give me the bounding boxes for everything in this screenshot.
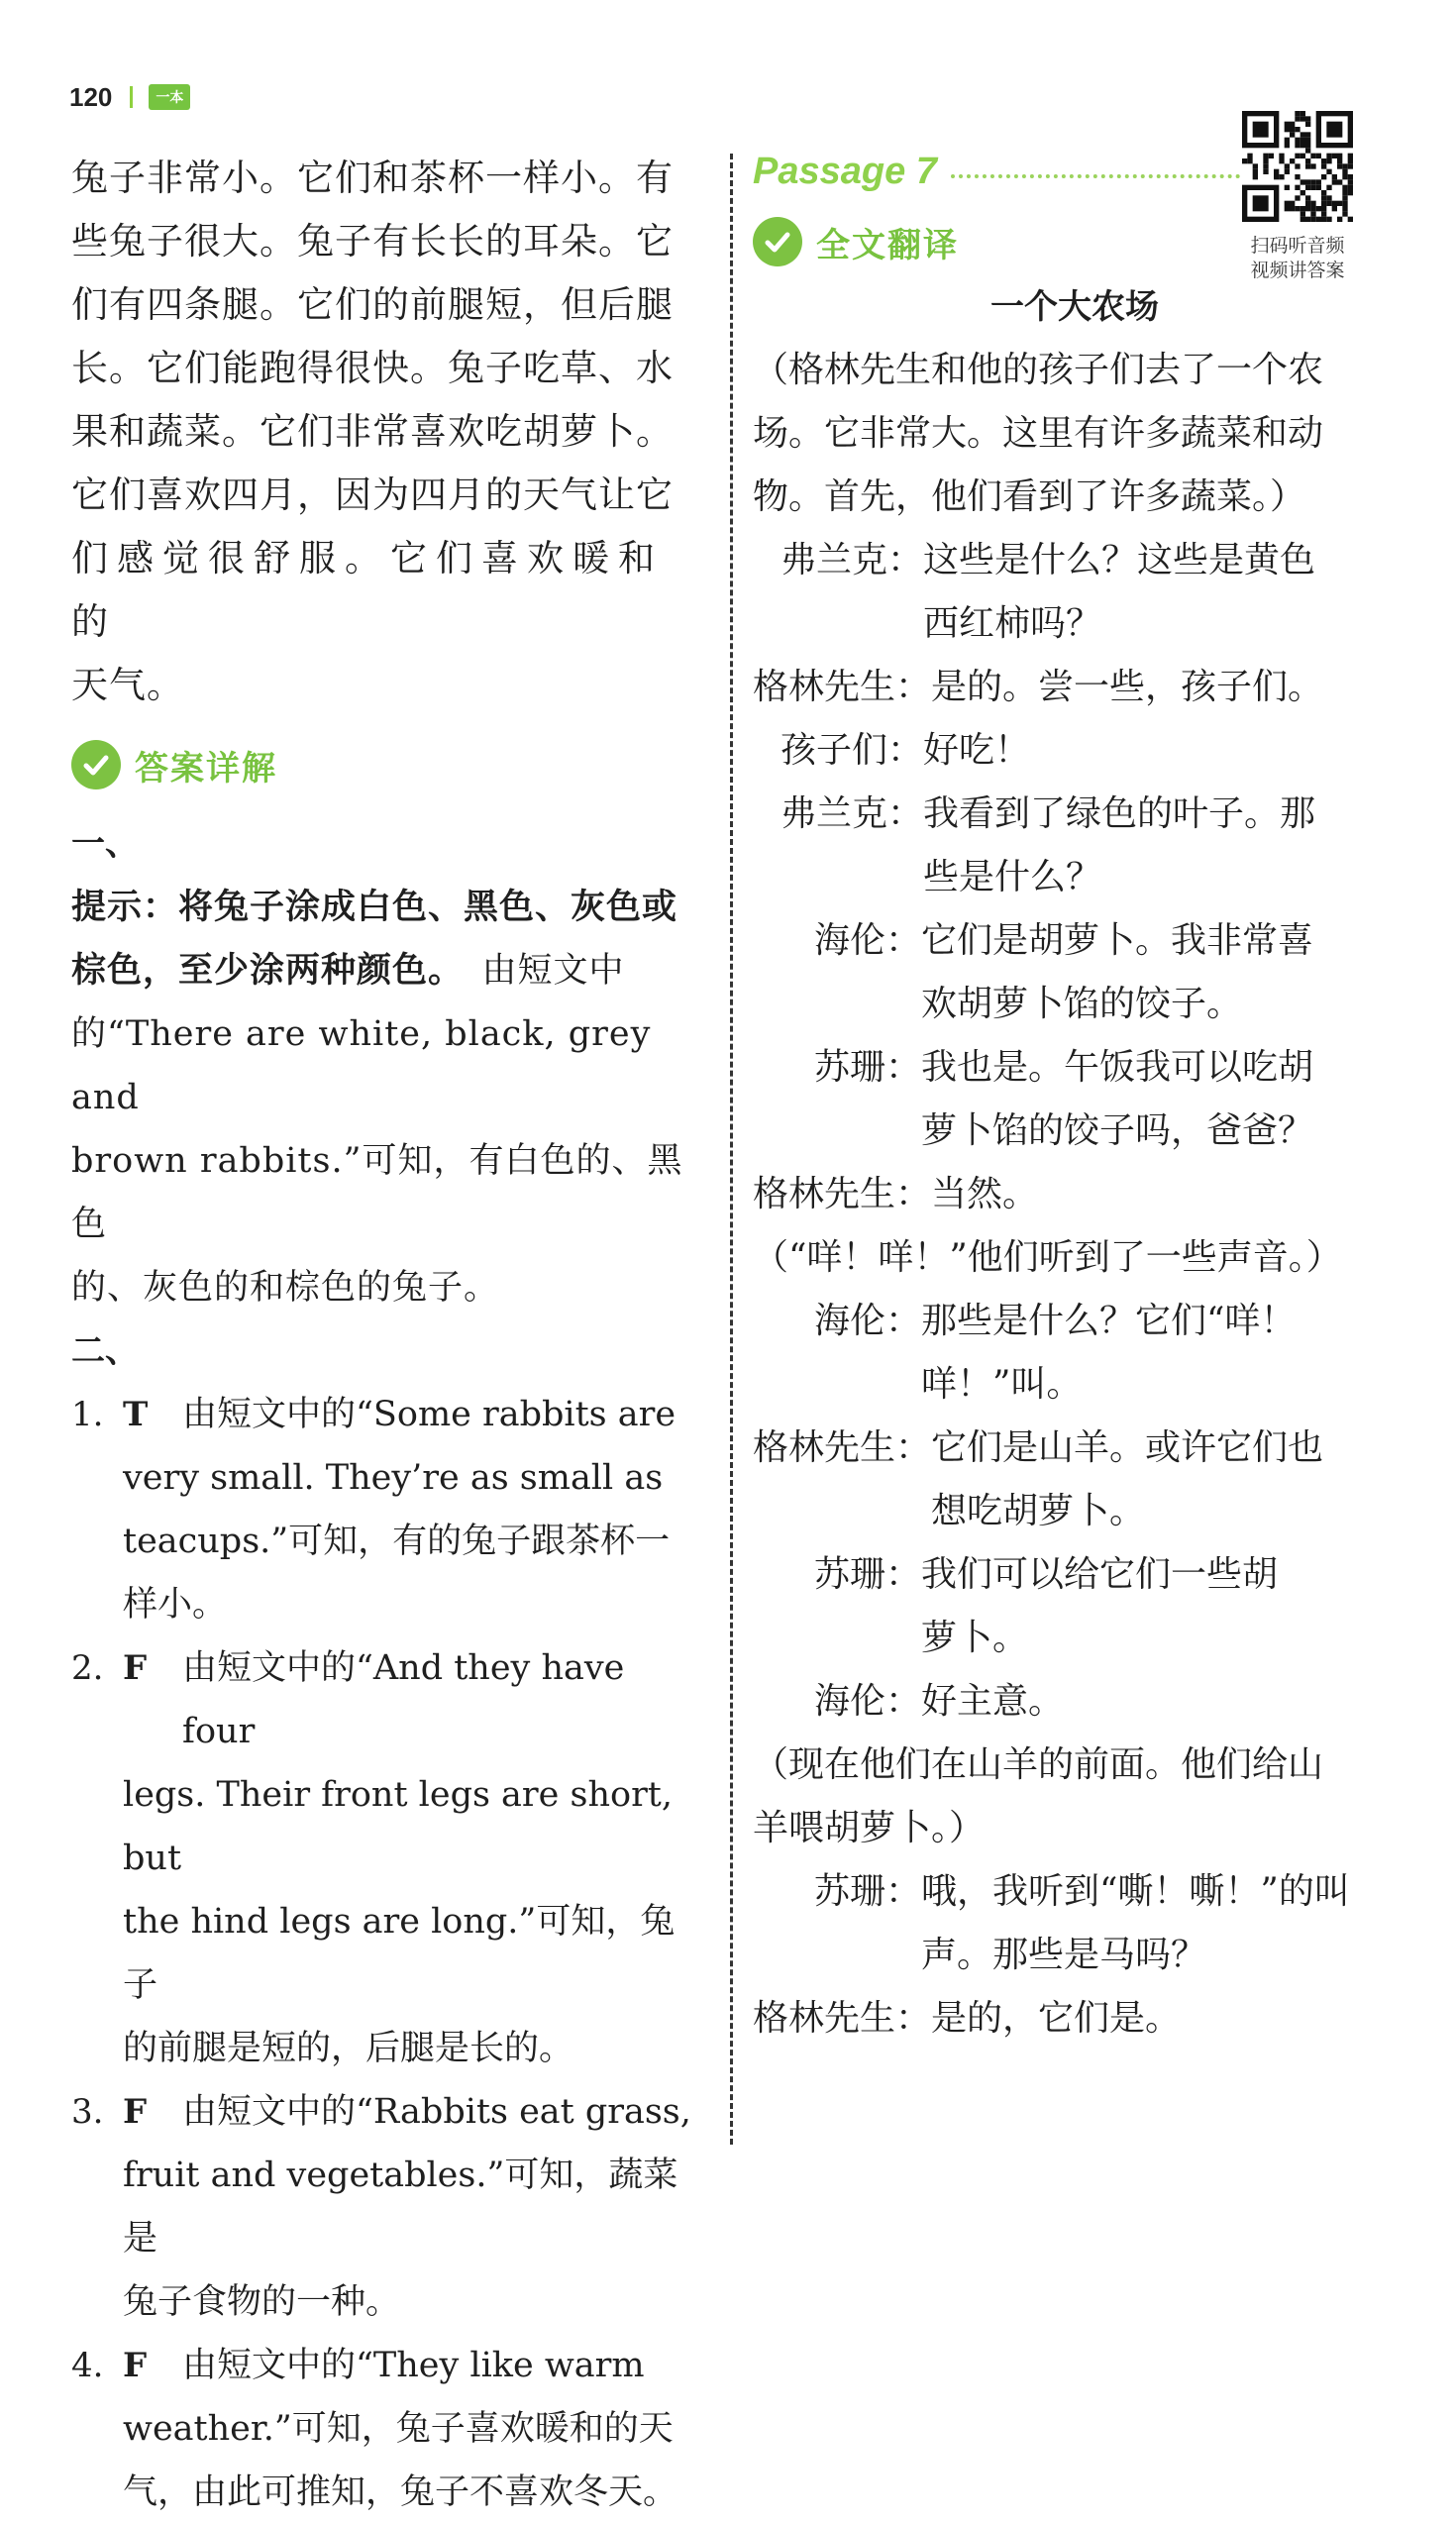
header-divider xyxy=(130,86,133,108)
dialogue-line xyxy=(753,783,1397,909)
dialogue-text-line: 我们可以给它们一些胡 xyxy=(921,1554,1279,1595)
answer-mark: F xyxy=(123,2092,148,2132)
dialogue-text xyxy=(921,1670,1397,1734)
translation-title: 全文翻译 xyxy=(816,225,959,265)
dialogue-text-line: 是的。尝一些，孩子们。 xyxy=(931,667,1324,707)
dialogue-text-line: 它们是山羊。或许它们也 xyxy=(931,1427,1324,1468)
answer-text: 兔子食物的一种。 xyxy=(123,2282,401,2322)
dialogue-text-line: 我看到了绿色的叶子。那 xyxy=(923,793,1316,834)
qr-code-icon[interactable] xyxy=(1242,111,1353,222)
answer-text: the hind legs are long.”可知，兔子 xyxy=(123,1902,676,2005)
answer-text: 由短文中的“Some rabbits are xyxy=(182,1395,676,1434)
intro-line: 长。它们能跑得很快。兔子吃草、水 xyxy=(71,347,674,389)
dialogue-line xyxy=(753,1417,1397,1543)
dialogue-text-line: 它们是胡萝卜。我非常喜 xyxy=(921,920,1314,961)
check-icon xyxy=(71,740,121,789)
dialogue-line xyxy=(753,529,1397,656)
answer-first-line xyxy=(123,2080,705,2144)
stage-direction: （格林先生和他的孩子们去了一个农 xyxy=(753,350,1324,390)
dialogue-text-line: 我也是。午饭我可以吃胡 xyxy=(921,1047,1314,1088)
dialogue-text xyxy=(921,1290,1397,1417)
page-number: 120 xyxy=(69,81,113,112)
answer-item xyxy=(71,1383,705,1636)
answer-text: 样小。 xyxy=(123,1585,228,1625)
dialogue-text-line: 是的，它们是。 xyxy=(931,1998,1182,2039)
answer-number: 1. xyxy=(71,1395,104,1434)
part-two-label: 二、 xyxy=(71,1331,139,1371)
answer-number: 2. xyxy=(71,1648,104,1688)
speaker-name: 苏珊： xyxy=(814,1047,922,1088)
dialogue-text xyxy=(931,1417,1397,1543)
answer-text: 气，由此可推知，兔子不喜欢冬天。 xyxy=(123,2472,678,2512)
dialogue-text-line: 这些是什么？这些是黄色 xyxy=(923,540,1316,580)
intro-paragraph xyxy=(71,147,705,717)
hint-line: 提示：将兔子涂成白色、黑色、灰色或 xyxy=(71,888,678,927)
speaker-name: 格林先生： xyxy=(753,1174,932,1214)
dialogue-text xyxy=(921,1036,1397,1163)
answer-first-line xyxy=(123,1636,705,1763)
speaker-name: 海伦： xyxy=(814,920,922,961)
dialogue-text xyxy=(931,1987,1397,2051)
answer-item xyxy=(71,1636,705,2080)
part-one-label: 一、 xyxy=(71,824,139,864)
dialogue-line xyxy=(753,1036,1397,1163)
dialogue-line xyxy=(753,656,1397,719)
answer-text: 由短文中的“And they have four xyxy=(182,1648,625,1751)
dialogue-line xyxy=(753,1670,1397,1734)
dialogue-text-line: 些是什么？ xyxy=(923,857,1102,897)
answer-text: very small. They’re as small as xyxy=(123,1458,664,1498)
explanation-line: 的“There are white, black, grey and xyxy=(71,1014,652,1117)
explanation-line: 的、灰色的和棕色的兔子。 xyxy=(71,1268,500,1308)
dialogue-text xyxy=(931,1163,1397,1226)
dialogue-text-line: 哦，我听到“嘶！嘶！”的叫 xyxy=(921,1871,1350,1912)
dotted-rule xyxy=(951,174,1248,178)
qr-caption xyxy=(1238,234,1357,283)
dialogue-text-line: 西红柿吗？ xyxy=(923,603,1102,644)
intro-line: 天气。 xyxy=(71,664,184,706)
intro-line: 兔子非常小。它们和茶杯一样小。有 xyxy=(71,157,674,199)
answer-item xyxy=(71,2080,705,2334)
dialogue-text-line: 好吃！ xyxy=(923,730,1031,771)
answer-body xyxy=(123,2334,705,2524)
dialogue-text-line: 那些是什么？它们“咩！ xyxy=(921,1301,1297,1341)
qr-block[interactable] xyxy=(1238,111,1357,283)
dialogue-text-line: 萝卜。 xyxy=(921,1618,1029,1658)
speaker-name: 格林先生： xyxy=(753,1998,932,2039)
dialogue-text xyxy=(923,719,1397,783)
answers-section-header xyxy=(71,735,705,794)
story-body xyxy=(753,339,1397,2051)
part-one-answer xyxy=(71,876,705,1319)
dialogue-text-line: 咩！”叫。 xyxy=(921,1364,1083,1405)
answer-mark: F xyxy=(123,1648,148,1688)
stage-direction: 羊喂胡萝卜。） xyxy=(753,1808,986,1848)
stage-direction: 物。首先，他们看到了许多蔬菜。） xyxy=(753,476,1306,517)
dialogue-text-line: 当然。 xyxy=(931,1174,1039,1214)
dialogue-line xyxy=(753,1543,1397,1670)
speaker-name: 苏珊： xyxy=(814,1871,922,1912)
left-column xyxy=(71,147,705,2524)
answer-text: 由短文中的“Rabbits eat grass, xyxy=(182,2092,691,2132)
answer-mark: F xyxy=(123,2346,148,2385)
dialogue-line xyxy=(753,1163,1397,1226)
explanation-line: brown rabbits.”可知，有白色的、黑色 xyxy=(71,1141,683,1244)
answer-item xyxy=(71,2334,705,2524)
qr-caption-line: 扫码听音频 xyxy=(1250,235,1345,257)
dialogue-line xyxy=(753,1860,1397,1987)
speaker-name: 格林先生： xyxy=(753,1427,932,1468)
stage-direction: 场。它非常大。这里有许多蔬菜和动 xyxy=(753,413,1324,454)
passage-title: Passage 7 xyxy=(753,150,937,192)
dialogue-text-line: 声。那些是马吗？ xyxy=(921,1935,1207,1975)
dialogue-text-line: 萝卜馅的饺子吗，爸爸？ xyxy=(921,1110,1314,1151)
dialogue-text-line: 想吃胡萝卜。 xyxy=(931,1491,1146,1531)
hint-line: 棕色，至少涂两种颜色。 由短文中 xyxy=(71,951,625,991)
intro-line: 们感觉很舒服。它们喜欢暖和的 xyxy=(71,537,664,643)
page-header xyxy=(69,79,190,115)
answer-body xyxy=(123,1383,705,1636)
answer-number: 4. xyxy=(71,2346,104,2385)
speaker-name: 弗兰克： xyxy=(780,540,924,580)
answers-title: 答案详解 xyxy=(135,748,277,789)
answer-text: weather.”可知，兔子喜欢暖和的天 xyxy=(123,2409,674,2449)
answer-text: legs. Their front legs are short, but xyxy=(123,1775,673,1878)
speaker-name: 孩子们： xyxy=(780,730,924,771)
dialogue-text xyxy=(931,656,1397,719)
brand-logo: 一本 xyxy=(149,84,190,110)
intro-line: 们有四条腿。它们的前腿短，但后腿 xyxy=(71,283,674,326)
intro-line: 它们喜欢四月，因为四月的天气让它 xyxy=(71,473,674,516)
answer-text: 由短文中的“They like warm xyxy=(182,2346,645,2385)
speaker-name: 海伦： xyxy=(814,1301,922,1341)
answer-mark: T xyxy=(123,1395,149,1434)
column-divider xyxy=(730,154,733,2145)
intro-line: 果和蔬菜。它们非常喜欢吃胡萝卜。 xyxy=(71,410,674,453)
story-title: 一个大农场 xyxy=(990,287,1159,327)
dialogue-line xyxy=(753,909,1397,1036)
right-column xyxy=(753,147,1397,2051)
dialogue-line xyxy=(753,1290,1397,1417)
qr-caption-line: 视频讲答案 xyxy=(1250,260,1345,281)
intro-line: 些兔子很大。兔子有长长的耳朵。它 xyxy=(71,220,674,263)
dialogue-text xyxy=(923,783,1397,909)
answer-first-line xyxy=(123,1383,705,1446)
answer-body xyxy=(123,2080,705,2334)
speaker-name: 弗兰克： xyxy=(780,793,924,834)
answer-body xyxy=(123,1636,705,2080)
dialogue-line xyxy=(753,719,1397,783)
speaker-name: 苏珊： xyxy=(814,1554,922,1595)
dialogue-text xyxy=(921,1543,1397,1670)
dialogue-text xyxy=(921,909,1397,1036)
speaker-name: 海伦： xyxy=(814,1681,922,1722)
answer-text: fruit and vegetables.”可知，蔬菜是 xyxy=(123,2156,678,2259)
answer-text: 的前腿是短的，后腿是长的。 xyxy=(123,2029,574,2068)
dialogue-text xyxy=(923,529,1397,656)
answer-number: 3. xyxy=(71,2092,104,2132)
speaker-name: 格林先生： xyxy=(753,667,932,707)
dialogue-line xyxy=(753,1987,1397,2051)
dialogue-text-line: 欢胡萝卜馅的饺子。 xyxy=(921,984,1243,1024)
dialogue-text-line: 好主意。 xyxy=(921,1681,1065,1722)
dialogue-text xyxy=(921,1860,1397,1987)
part-two-answers xyxy=(71,1383,705,2524)
answer-first-line xyxy=(123,2334,705,2397)
stage-direction: （“咩！咩！”他们听到了一些声音。） xyxy=(753,1237,1342,1278)
stage-direction: （现在他们在山羊的前面。他们给山 xyxy=(753,1744,1324,1785)
answer-text: teacups.”可知，有的兔子跟茶杯一 xyxy=(123,1522,671,1561)
pen-check-icon xyxy=(753,217,802,266)
